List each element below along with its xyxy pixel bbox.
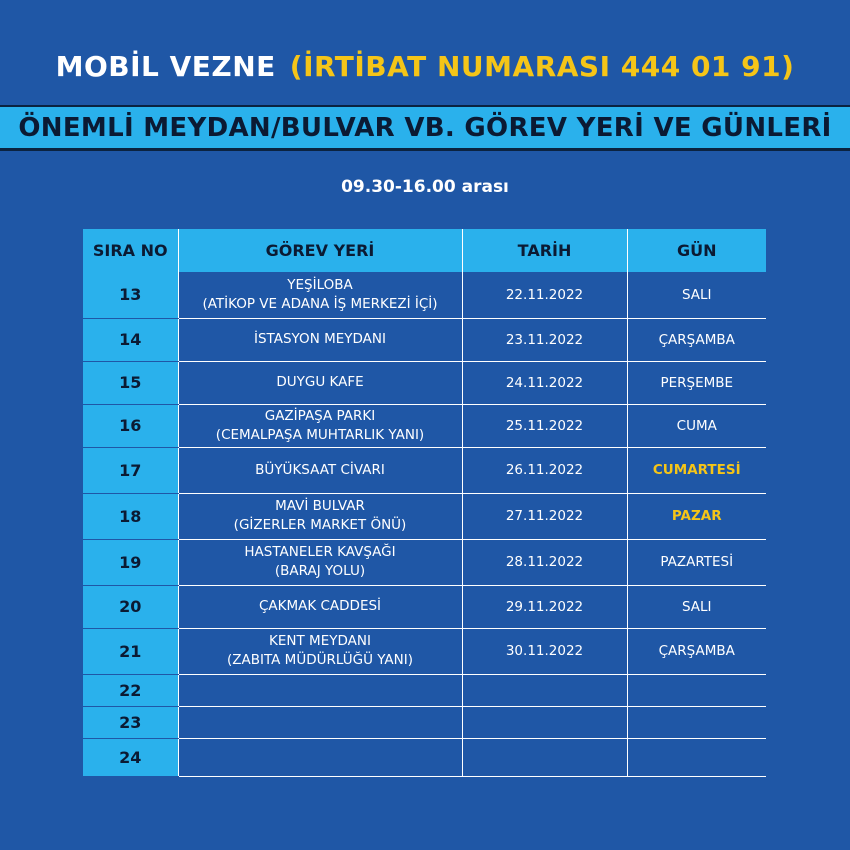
- row-number: 23: [83, 706, 178, 738]
- day-cell: SALI: [627, 272, 766, 318]
- location-name: MAVİ BULVAR: [275, 498, 365, 514]
- location-detail: (ZABITA MÜDÜRLÜĞÜ YANI): [226, 652, 414, 668]
- section-banner: [0, 105, 850, 151]
- schedule-table: [83, 229, 766, 777]
- title-text: MOBİL VEZNE: [55, 50, 276, 83]
- location-name: İSTASYON MEYDANI: [254, 331, 386, 347]
- location-detail: (BARAJ YOLU): [274, 563, 366, 579]
- column-header-date: TARİH: [462, 229, 627, 272]
- location-cell: [178, 404, 462, 447]
- date-cell: [462, 706, 627, 738]
- contact-number: (İRTİBAT NUMARASI 444 01 91): [289, 50, 795, 83]
- day-cell: [627, 674, 766, 706]
- table-row: [83, 493, 766, 539]
- date-cell: 24.11.2022: [462, 361, 627, 404]
- day-cell: ÇARŞAMBA: [627, 628, 766, 674]
- table-row: [83, 272, 766, 318]
- day-cell: SALI: [627, 585, 766, 628]
- day-cell: CUMA: [627, 404, 766, 447]
- location-cell: [178, 493, 462, 539]
- location-name: DUYGU KAFE: [276, 374, 364, 390]
- date-cell: 29.11.2022: [462, 585, 627, 628]
- date-cell: 25.11.2022: [462, 404, 627, 447]
- table-header-row: [83, 229, 766, 272]
- table-row: [83, 628, 766, 674]
- column-header-no: SIRA NO: [83, 229, 178, 272]
- table-row: [83, 539, 766, 585]
- table-row: [83, 706, 766, 738]
- location-name: HASTANELER KAVŞAĞI: [244, 544, 396, 560]
- location-name: BÜYÜKSAAT CİVARI: [255, 461, 385, 478]
- table-row: [83, 585, 766, 628]
- day-cell: PAZAR: [627, 493, 766, 539]
- date-cell: [462, 674, 627, 706]
- location-cell: [178, 706, 462, 738]
- row-number: 18: [83, 493, 178, 539]
- location-name: ÇAKMAK CADDESİ: [258, 598, 382, 614]
- date-cell: 27.11.2022: [462, 493, 627, 539]
- row-number: 20: [83, 585, 178, 628]
- table-body: [83, 272, 766, 776]
- location-cell: [178, 738, 462, 776]
- row-number: 15: [83, 361, 178, 404]
- date-cell: 22.11.2022: [462, 272, 627, 318]
- day-cell: PERŞEMBE: [627, 361, 766, 404]
- column-header-location: GÖREV YERİ: [178, 229, 462, 272]
- row-number: 17: [83, 447, 178, 493]
- location-cell: [178, 447, 462, 493]
- table-row: [83, 404, 766, 447]
- row-number: 13: [83, 272, 178, 318]
- column-header-day: GÜN: [627, 229, 766, 272]
- location-cell: [178, 539, 462, 585]
- location-detail: (CEMALPAŞA MUHTARLIK YANI): [215, 426, 425, 443]
- table-row: [83, 447, 766, 493]
- location-cell: [178, 318, 462, 361]
- location-name: KENT MEYDANI: [269, 633, 371, 649]
- location-cell: [178, 628, 462, 674]
- location-detail: (ATİKOP VE ADANA İŞ MERKEZİ İÇİ): [202, 295, 438, 312]
- day-cell: ÇARŞAMBA: [627, 318, 766, 361]
- date-cell: 30.11.2022: [462, 628, 627, 674]
- working-hours: 09.30-16.00 arası: [341, 177, 509, 197]
- date-cell: 23.11.2022: [462, 318, 627, 361]
- date-cell: 28.11.2022: [462, 539, 627, 585]
- date-cell: 26.11.2022: [462, 447, 627, 493]
- day-cell: CUMARTESİ: [627, 447, 766, 493]
- banner-text: ÖNEMLİ MEYDAN/BULVAR VB. GÖREV YERİ VE GÜNLERİ: [18, 112, 832, 143]
- row-number: 24: [83, 738, 178, 776]
- table-row: [83, 361, 766, 404]
- location-cell: [178, 585, 462, 628]
- location-cell: [178, 272, 462, 318]
- row-number: 19: [83, 539, 178, 585]
- day-cell: [627, 706, 766, 738]
- date-cell: [462, 738, 627, 776]
- table-row: [83, 738, 766, 776]
- location-name: YEŞİLOBA: [287, 276, 353, 293]
- page-title: [0, 50, 850, 83]
- table-row: [83, 674, 766, 706]
- row-number: 22: [83, 674, 178, 706]
- row-number: 21: [83, 628, 178, 674]
- row-number: 16: [83, 404, 178, 447]
- location-name: GAZİPAŞA PARKI: [264, 407, 376, 424]
- location-detail: (GİZERLER MARKET ÖNÜ): [233, 517, 407, 533]
- location-cell: [178, 361, 462, 404]
- location-cell: [178, 674, 462, 706]
- table-row: [83, 318, 766, 361]
- day-cell: PAZARTESİ: [627, 539, 766, 585]
- day-cell: [627, 738, 766, 776]
- row-number: 14: [83, 318, 178, 361]
